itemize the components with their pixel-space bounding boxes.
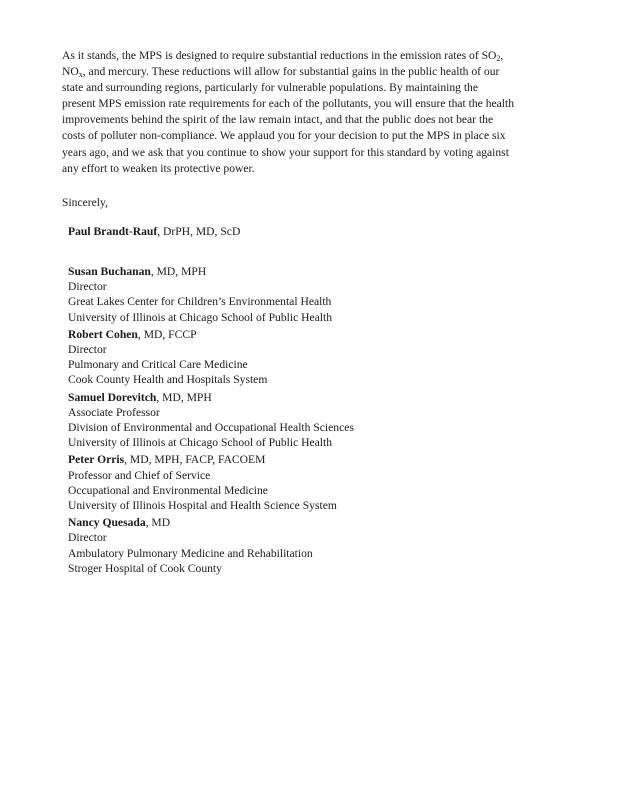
signer-block [68, 264, 354, 325]
signer-name-line [68, 264, 354, 279]
body-line: years ago, and we ask that you continue to show your support for this standard by voting against [62, 145, 509, 159]
signer-name: Susan Buchanan [68, 265, 151, 278]
so2-subscript: 2 [496, 54, 501, 63]
signer-affiliation-line: Pulmonary and Critical Care Medicine [68, 358, 248, 372]
body-line: present MPS emission rate requirements for each of the pollutants, you will ensure that the health [62, 97, 515, 111]
body-line: state and surrounding regions, particularly for vulnerable populations. By maintaining the [62, 81, 478, 95]
signer-name: Samuel Dorevitch [68, 390, 157, 404]
signer-name-line [68, 327, 354, 342]
signer-name: Nancy Quesada [68, 516, 146, 530]
signer-block [68, 327, 354, 388]
signer-affiliation-line: Stroger Hospital of Cook County [68, 561, 222, 575]
signer-affiliation-line: Director [68, 531, 107, 545]
signer-credentials: , MD, FCCP [137, 327, 197, 341]
signer-affiliation-line: Great Lakes Center for Children’s Environmental Health [68, 295, 332, 309]
signer-credentials: , MD, MPH [156, 390, 212, 404]
signer-affiliation-line: Director [68, 343, 107, 357]
main-signer-credentials: , DrPH, MD, ScD [157, 225, 241, 238]
signer-affiliation-line: Occupational and Environmental Medicine [68, 483, 268, 497]
signer-affiliation-line: University of Illinois Hospital and Health Science System [68, 499, 337, 513]
main-signer-name: Paul Brandt-Rauf [68, 225, 158, 238]
body-line: As it stands, the MPS is designed to require substantial reductions in the emission rates of $SO_2$, [62, 49, 504, 63]
signer-name: Peter Orris [68, 453, 125, 467]
signer-name: Robert Cohen [68, 327, 138, 341]
signer-affiliation-line: University of Illinois at Chicago School of Public Health [68, 310, 333, 324]
signer-affiliation-line: Associate Professor [68, 405, 160, 419]
body-line: any effort to weaken its protective power. [62, 161, 255, 175]
signer-affiliation-line: Professor and Chief of Service [68, 468, 211, 482]
signer-block [68, 515, 354, 576]
closing: Sincerely, [62, 196, 108, 209]
signer-name-line [68, 515, 354, 530]
signer-block [68, 452, 354, 513]
signer-affiliation-line: Cook County Health and Hospitals System [68, 373, 268, 387]
body-line: $NO_x$, and mercury. These reductions will allow for substantial gains in the public health of our [62, 65, 500, 80]
signer-block [68, 390, 354, 451]
signer-name-line [68, 390, 354, 405]
signer-affiliation-line: Division of Environmental and Occupational Health Sciences [68, 421, 354, 435]
nox-subscript: x [78, 70, 83, 80]
main-signer [68, 225, 240, 238]
signer-affiliation-line: Director [68, 280, 107, 294]
signer-affiliation-line: University of Illinois at Chicago School of Public Health [68, 436, 333, 450]
body-line: costs of polluter non-compliance. We applaud you for your decision to put the MPS in place six [62, 129, 506, 143]
signer-name-line [68, 452, 354, 467]
body-paragraph [62, 48, 562, 177]
signer-credentials: , MD, MPH [150, 265, 207, 278]
signer-credentials: , MD [145, 516, 171, 530]
signer-list [68, 264, 354, 578]
signer-credentials: , MD, MPH, FACP, FACOEM [124, 453, 266, 467]
body-line: improvements behind the spirit of the law remain intact, and that the public does not bear the [62, 113, 494, 127]
signer-affiliation-line: Ambulatory Pulmonary Medicine and Rehabilitation [68, 546, 313, 560]
